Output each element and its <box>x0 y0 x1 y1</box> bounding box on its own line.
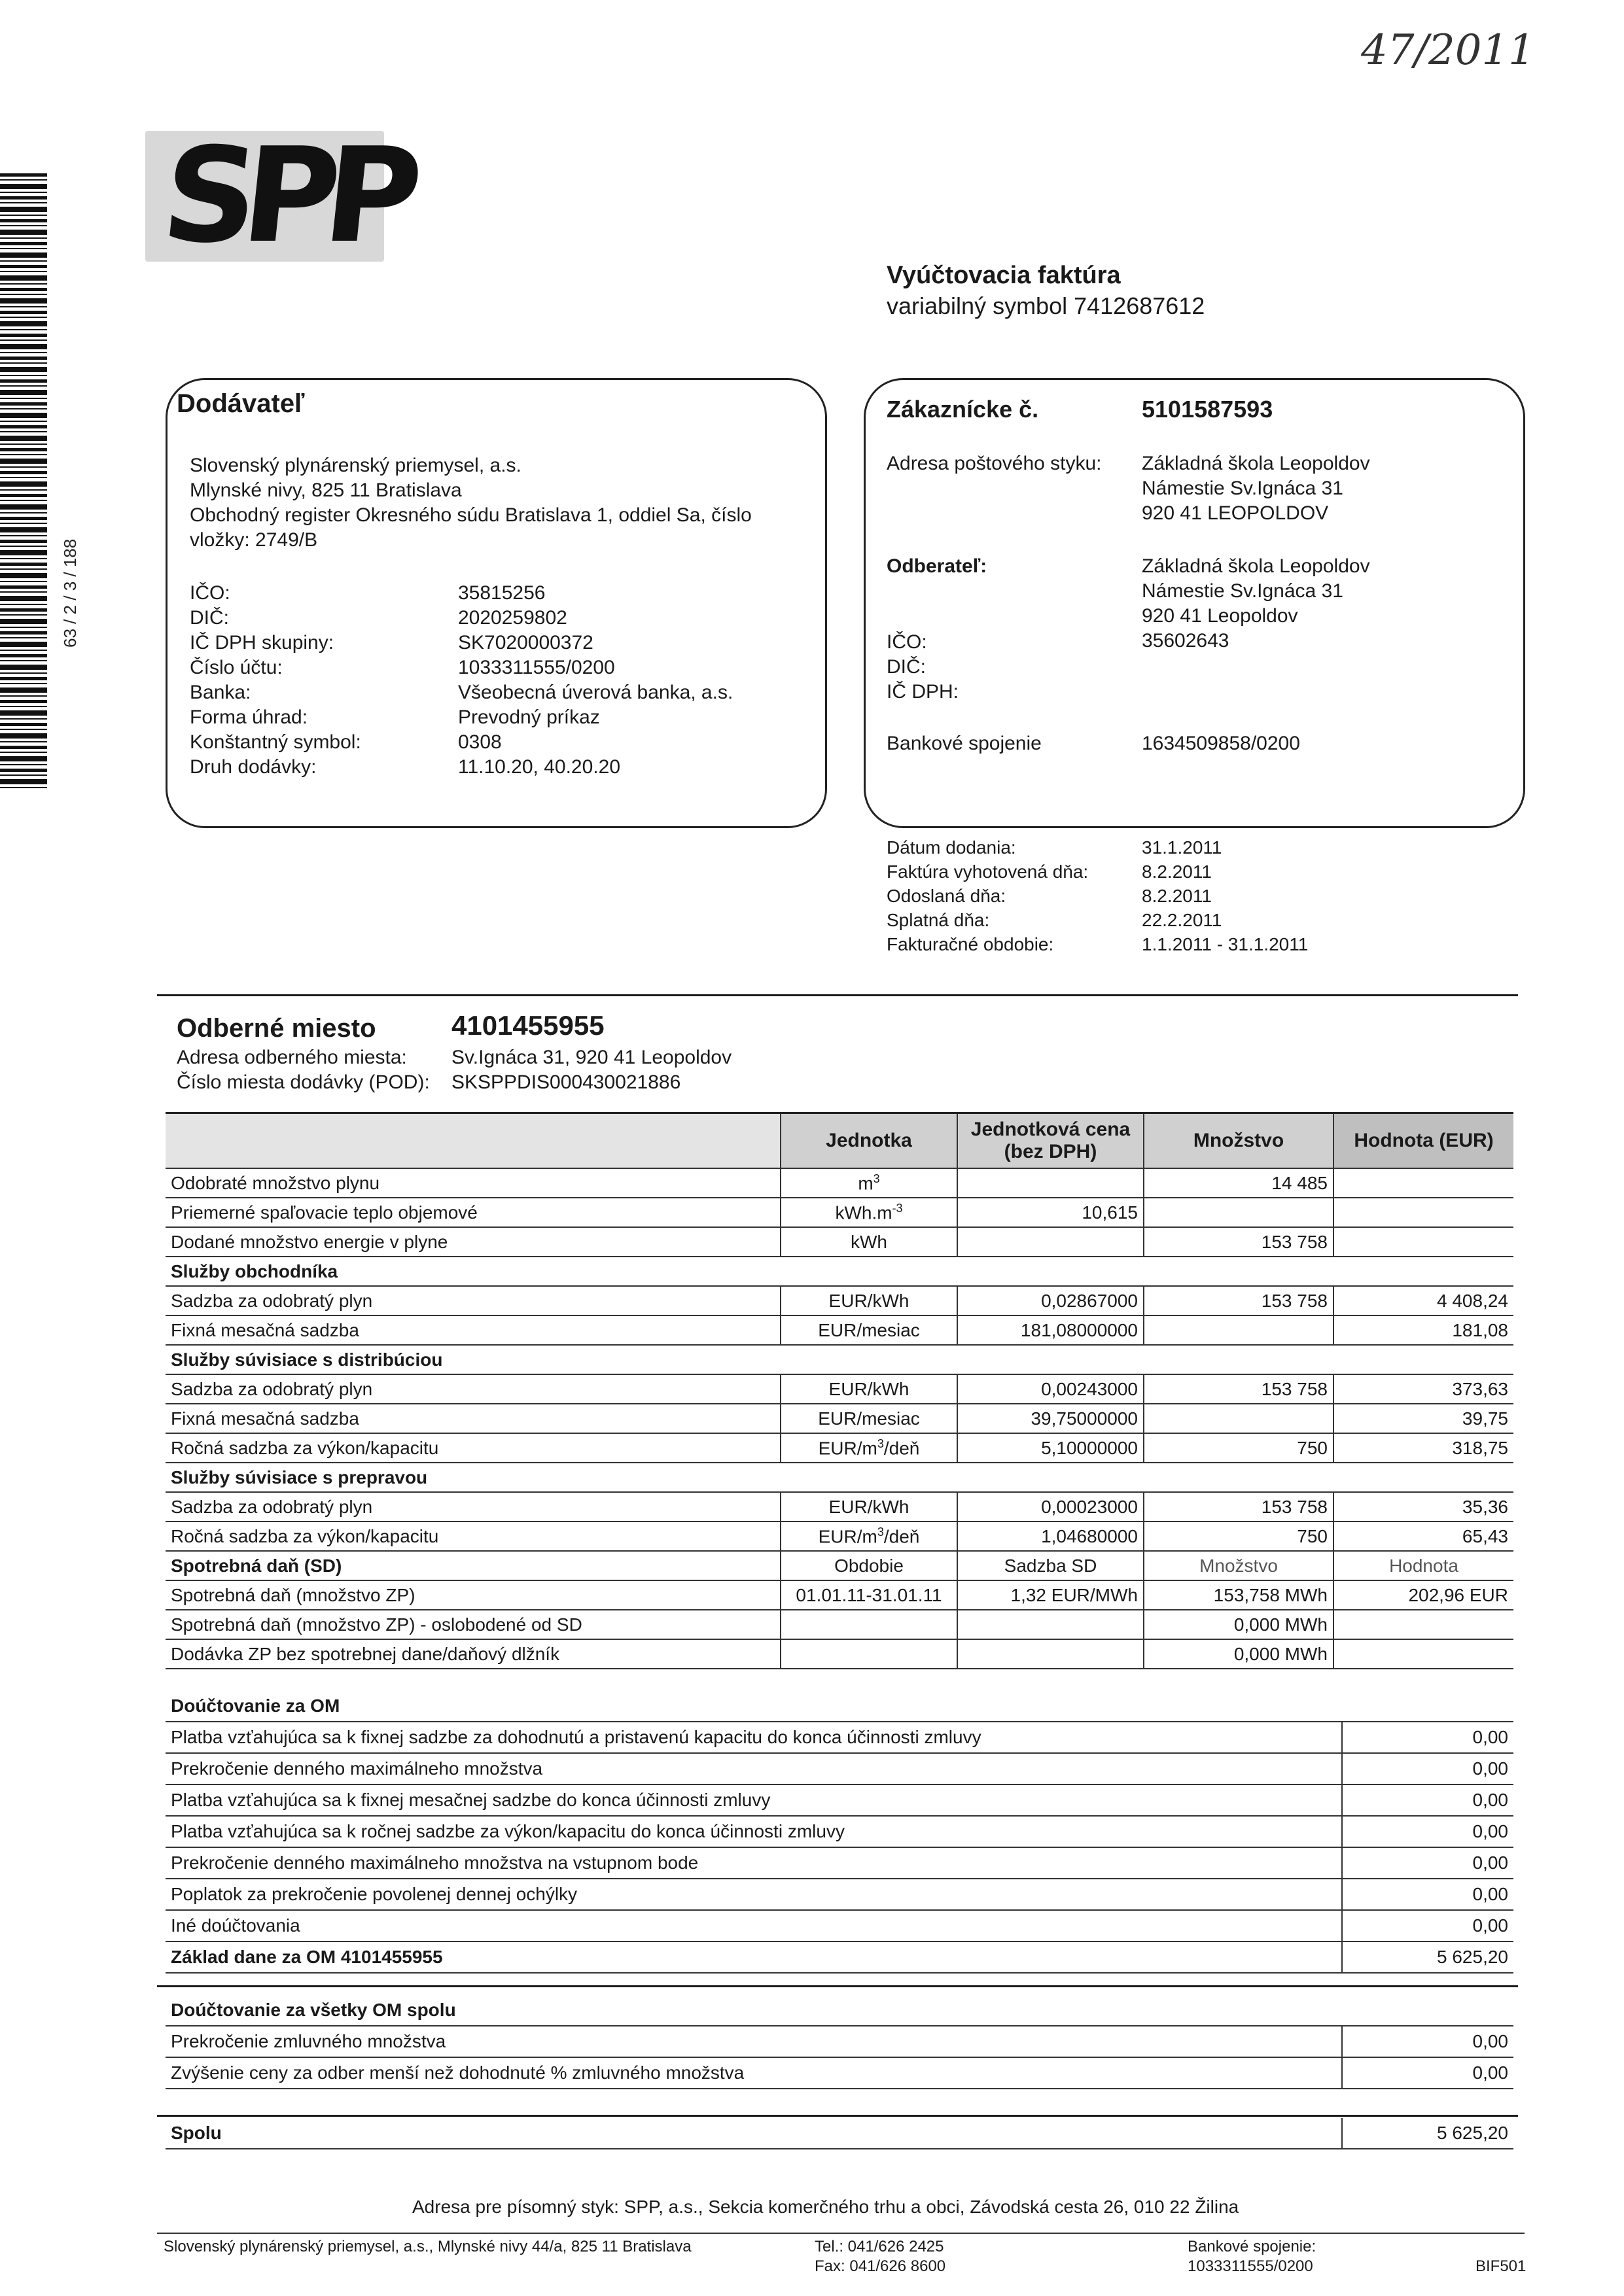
supplier-name: Slovenský plynárenský priemysel, a.s. <box>190 455 521 476</box>
row-quantity: 153 758 <box>1144 1492 1333 1522</box>
bank-value: 1634509858/0200 <box>1142 733 1300 754</box>
row-label: Zvýšenie ceny za odber menší než dohodnuté % zmluvného množstva <box>166 2057 1342 2089</box>
table-row <box>166 1227 1513 1257</box>
row-label: Prekročenie denného maximálneho množstva na vstupnom bode <box>166 1847 1342 1879</box>
row-unit-price: 5,10000000 <box>957 1433 1144 1463</box>
header-unit: Jednotka <box>781 1113 957 1169</box>
table-row <box>166 1433 1513 1463</box>
date-value: 1.1.2011 - 31.1.2011 <box>1142 934 1309 954</box>
row-label: Sadzba za odobratý plyn <box>166 1492 781 1522</box>
table-row <box>166 1753 1513 1784</box>
row-value <box>1333 1639 1513 1669</box>
row-label: Platba vzťahujúca sa k ročnej sadzbe za výkon/kapacitu do konca účinnosti zmluvy <box>166 1816 1342 1847</box>
row-unit-price: 1,32 EUR/MWh <box>957 1580 1144 1610</box>
buyer-tax-labels <box>887 630 959 704</box>
row-unit-price: 10,615 <box>957 1198 1144 1227</box>
unit-superscript: 3 <box>873 1172 880 1185</box>
row-quantity <box>1144 1315 1333 1345</box>
row-label: Platba vzťahujúca sa k fixnej mesačnej sadzbe do konca účinnosti zmluvy <box>166 1784 1342 1816</box>
field-label: IČO: <box>190 582 230 604</box>
unit-text: EUR/mesiac <box>818 1408 920 1429</box>
table-header-row <box>166 1113 1513 1169</box>
date-value: 31.1.2011 <box>1142 837 1222 858</box>
row-unit-price: 181,08000000 <box>957 1315 1144 1345</box>
supplier-address: Mlynské nivy, 825 11 Bratislava <box>190 479 462 501</box>
supplier-field <box>190 680 733 705</box>
header-unit-price-note: (bez DPH) <box>1004 1141 1097 1162</box>
table-row <box>166 1784 1513 1816</box>
footer-tel: Tel.: 041/626 2425 <box>815 2238 944 2255</box>
row-quantity: 153 758 <box>1144 1227 1333 1257</box>
table-row <box>166 1847 1513 1879</box>
field-label: DIČ: <box>190 607 229 629</box>
footer-divider <box>157 2233 1525 2234</box>
row-unit-price: 0,02867000 <box>957 1286 1144 1315</box>
invoice-title: Vyúčtovacia faktúra <box>887 262 1121 289</box>
supplier-field <box>190 730 733 755</box>
table-row <box>166 1286 1513 1315</box>
address-line: Námestie Sv.Ignáca 31 <box>1142 478 1343 499</box>
field-value: Všeobecná úverová banka, a.s. <box>458 682 733 703</box>
row-label: Odobraté množstvo plynu <box>166 1168 781 1198</box>
field-value: 0308 <box>458 731 502 753</box>
divider <box>157 994 1518 996</box>
field-label: Konštantný symbol: <box>190 731 361 753</box>
date-label: Splatná dňa: <box>887 910 990 930</box>
row-unit <box>781 1580 957 1610</box>
table-row <box>166 1374 1513 1404</box>
row-quantity: 153 758 <box>1144 1374 1333 1404</box>
row-label: Poplatok za prekročenie povolenej dennej ochýlky <box>166 1879 1342 1910</box>
unit-text: EUR/kWh <box>828 1378 909 1399</box>
unit-text: EUR/kWh <box>828 1290 909 1311</box>
tax-base-label: Základ dane za OM 4101455955 <box>166 1941 1342 1973</box>
row-unit <box>781 1286 957 1315</box>
field-value: 35815256 <box>458 582 546 604</box>
row-value: 202,96 EUR <box>1333 1580 1513 1610</box>
row-value: 4 408,24 <box>1333 1286 1513 1315</box>
row-value: 0,00 <box>1342 1784 1513 1816</box>
section-label: Služby obchodníka <box>166 1257 1513 1286</box>
row-value: 0,00 <box>1342 1722 1513 1753</box>
section-row <box>166 1463 1513 1492</box>
unit-text: 01.01.11-31.01.11 <box>796 1584 942 1605</box>
section-row <box>166 1257 1513 1286</box>
table-row <box>166 1879 1513 1910</box>
date-row <box>887 932 1308 956</box>
field-label: IČ DPH skupiny: <box>190 632 334 653</box>
om-heading: Doúčtovanie za OM <box>166 1691 1513 1722</box>
unit-text: m <box>858 1173 874 1194</box>
row-label: Ročná sadzba za výkon/kapacitu <box>166 1433 781 1463</box>
row-unit <box>781 1168 957 1198</box>
row-value <box>1333 1198 1513 1227</box>
row-unit <box>781 1522 957 1551</box>
dic-label: DIČ: <box>887 656 926 678</box>
row-value <box>1333 1610 1513 1639</box>
barcode-number: 63 / 2 / 3 / 188 <box>60 538 80 648</box>
row-label: Sadzba za odobratý plyn <box>166 1374 781 1404</box>
row-value: 0,00 <box>1342 1753 1513 1784</box>
section-label: Služby súvisiace s prepravou <box>166 1463 1513 1492</box>
place-address-value: Sv.Ignáca 31, 920 41 Leopoldov <box>451 1047 732 1068</box>
table-row <box>166 2026 1513 2057</box>
field-value: SK7020000372 <box>458 632 593 653</box>
row-label: Dodané množstvo energie v plyne <box>166 1227 781 1257</box>
divider <box>157 2115 1518 2117</box>
header-quantity: Množstvo <box>1144 1113 1333 1169</box>
total-value: 5 625,20 <box>1342 2118 1513 2149</box>
row-label: Fixná mesačná sadzba <box>166 1315 781 1345</box>
unit-tail: /deň <box>883 1438 920 1459</box>
supplier-fields <box>190 581 733 780</box>
table-row <box>166 1492 1513 1522</box>
date-row <box>887 884 1308 908</box>
row-label: Spotrebná daň (množstvo ZP) <box>166 1580 781 1610</box>
row-quantity: Množstvo <box>1144 1551 1333 1580</box>
tax-base-value: 5 625,20 <box>1342 1941 1513 1973</box>
unit-superscript: 3 <box>877 1436 884 1450</box>
row-unit-price: Sadzba SD <box>957 1551 1144 1580</box>
field-value: 2020259802 <box>458 607 567 629</box>
unit-tail: /deň <box>883 1526 920 1547</box>
pod-value: SKSPPDIS000430021886 <box>451 1071 681 1093</box>
section-row <box>166 1345 1513 1374</box>
table-row <box>166 1522 1513 1551</box>
row-quantity: 14 485 <box>1144 1168 1333 1198</box>
table-row <box>166 1910 1513 1941</box>
row-quantity: 750 <box>1144 1522 1333 1551</box>
row-value: 35,36 <box>1333 1492 1513 1522</box>
header-unit-price-line: Jednotková cena <box>970 1119 1131 1140</box>
row-value: 0,00 <box>1342 1879 1513 1910</box>
row-value: 0,00 <box>1342 1847 1513 1879</box>
supplier-field <box>190 655 733 680</box>
footer-correspondence: Adresa pre písomný styk: SPP, a.s., Sekcia komerčného trhu a obci, Závodská cesta 26, 010 22 Žilina <box>412 2197 1239 2217</box>
supplier-field <box>190 606 733 631</box>
date-label: Fakturačné obdobie: <box>887 934 1054 954</box>
row-unit-price <box>957 1227 1144 1257</box>
place-address-label: Adresa odberného miesta: <box>177 1047 407 1068</box>
row-unit-price: 1,04680000 <box>957 1522 1144 1551</box>
table-row <box>166 1580 1513 1610</box>
variable-symbol: variabilný symbol 7412687612 <box>887 292 1205 319</box>
total-row <box>166 2118 1513 2149</box>
row-unit <box>781 1374 957 1404</box>
unit-text: kWh.m <box>835 1202 892 1223</box>
table-row <box>166 1315 1513 1345</box>
place-heading: Odberné miesto <box>177 1014 376 1043</box>
supplier-field <box>190 705 733 730</box>
unit-superscript: -3 <box>892 1201 903 1215</box>
table-row <box>166 1404 1513 1433</box>
footer-fax: Fax: 041/626 8600 <box>815 2257 946 2275</box>
date-row <box>887 860 1308 884</box>
row-value: Hodnota <box>1333 1551 1513 1580</box>
section-label: Služby súvisiace s distribúciou <box>166 1345 1513 1374</box>
row-value: 373,63 <box>1333 1374 1513 1404</box>
row-quantity <box>1144 1404 1333 1433</box>
dates-block <box>887 835 1308 956</box>
row-label: Spotrebná daň (množstvo ZP) - oslobodené od SD <box>166 1610 781 1639</box>
row-value: 0,00 <box>1342 1816 1513 1847</box>
supplier-field <box>190 631 733 655</box>
address-line: Základná škola Leopoldov <box>1142 555 1370 577</box>
unit-text: EUR/kWh <box>828 1496 909 1517</box>
postal-label: Adresa poštového styku: <box>887 453 1102 474</box>
table-row <box>166 1722 1513 1753</box>
row-unit-price: 39,75000000 <box>957 1404 1144 1433</box>
icdph-label: IČ DPH: <box>887 681 959 703</box>
row-quantity <box>1144 1198 1333 1227</box>
field-label: Forma úhrad: <box>190 706 308 728</box>
date-label: Faktúra vyhotovená dňa: <box>887 861 1089 882</box>
row-label: Ročná sadzba za výkon/kapacitu <box>166 1522 781 1551</box>
row-unit <box>781 1433 957 1463</box>
row-value <box>1333 1227 1513 1257</box>
date-value: 8.2.2011 <box>1142 861 1212 882</box>
row-value: 0,00 <box>1342 2057 1513 2089</box>
header-value: Hodnota (EUR) <box>1333 1113 1513 1169</box>
row-value: 0,00 <box>1342 1910 1513 1941</box>
table-row <box>166 2057 1513 2089</box>
field-label: Banka: <box>190 682 251 703</box>
table-row <box>166 1551 1513 1580</box>
date-label: Odoslaná dňa: <box>887 886 1006 906</box>
row-quantity: 0,000 MWh <box>1144 1639 1333 1669</box>
footer-bank-label: Bankové spojenie: <box>1188 2238 1316 2255</box>
field-label: Číslo účtu: <box>190 657 283 678</box>
unit-text: EUR/mesiac <box>818 1319 920 1340</box>
row-quantity: 153 758 <box>1144 1286 1333 1315</box>
unit-text: kWh <box>851 1231 887 1252</box>
row-label: Fixná mesačná sadzba <box>166 1404 781 1433</box>
row-quantity: 153,758 MWh <box>1144 1580 1333 1610</box>
date-value: 8.2.2011 <box>1142 886 1212 906</box>
header-unit-price <box>957 1113 1144 1169</box>
om-accounting-table <box>166 1691 1513 1974</box>
row-value: 39,75 <box>1333 1404 1513 1433</box>
field-label: Druh dodávky: <box>190 756 317 778</box>
date-row <box>887 835 1308 860</box>
row-unit <box>781 1315 957 1345</box>
spp-logo: SPP <box>155 120 415 272</box>
row-value: 318,75 <box>1333 1433 1513 1463</box>
divider <box>157 1985 1518 1987</box>
row-value <box>1333 1168 1513 1198</box>
table-row <box>166 1168 1513 1198</box>
supplier-heading: Dodávateľ <box>177 389 305 418</box>
header-empty <box>166 1113 781 1169</box>
row-label: Dodávka ZP bez spotrebnej dane/daňový dlžník <box>166 1639 781 1669</box>
row-label: Prekročenie denného maximálneho množstva <box>166 1753 1342 1784</box>
row-value: 181,08 <box>1333 1315 1513 1345</box>
date-label: Dátum dodania: <box>887 837 1016 858</box>
date-row <box>887 908 1308 932</box>
row-unit <box>781 1610 957 1639</box>
row-unit <box>781 1551 957 1580</box>
unit-superscript: 3 <box>877 1525 884 1539</box>
row-label: Prekročenie zmluvného množstva <box>166 2026 1342 2057</box>
field-value: 11.10.20, 40.20.20 <box>458 756 620 778</box>
field-value: 1033311555/0200 <box>458 657 615 678</box>
buyer-address <box>1142 554 1370 653</box>
row-unit-price: 0,00023000 <box>957 1492 1144 1522</box>
address-line: 920 41 LEOPOLDOV <box>1142 502 1329 524</box>
address-line: Námestie Sv.Ignáca 31 <box>1142 580 1343 602</box>
row-label: Iné doúčtovania <box>166 1910 1342 1941</box>
row-unit-price <box>957 1168 1144 1198</box>
row-quantity: 0,000 MWh <box>1144 1610 1333 1639</box>
buyer-label: Odberateľ: <box>887 555 987 577</box>
date-value: 22.2.2011 <box>1142 910 1222 930</box>
footer-code: BIF501 <box>1475 2257 1527 2275</box>
supplier-info <box>190 453 818 553</box>
bank-label: Bankové spojenie <box>887 733 1042 754</box>
footer-bank-value: 1033311555/0200 <box>1188 2257 1313 2275</box>
unit-text: Obdobie <box>834 1555 904 1576</box>
row-label: Sadzba za odobratý plyn <box>166 1286 781 1315</box>
supplier-registry-2: vložky: 2749/B <box>190 529 318 551</box>
supplier-field <box>190 581 733 606</box>
buyer-ico: 35602643 <box>1142 630 1229 652</box>
address-line: Základná škola Leopoldov <box>1142 453 1370 474</box>
row-unit-price <box>957 1610 1144 1639</box>
table-row <box>166 1610 1513 1639</box>
table-row <box>166 1198 1513 1227</box>
postal-address <box>1142 451 1370 526</box>
customer-number: 5101587593 <box>1142 396 1273 423</box>
row-quantity: 750 <box>1144 1433 1333 1463</box>
handwritten-note: 47/2011 <box>1361 26 1535 75</box>
pod-label: Číslo miesta dodávky (POD): <box>177 1071 430 1093</box>
row-label: Spotrebná daň (SD) <box>166 1551 781 1580</box>
supplier-registry: Obchodný register Okresného súdu Bratislava 1, oddiel Sa, číslo <box>190 504 752 526</box>
section-row <box>166 1995 1513 2026</box>
row-value: 0,00 <box>1342 2026 1513 2057</box>
row-unit-price <box>957 1639 1144 1669</box>
address-line: 920 41 Leopoldov <box>1142 605 1298 627</box>
field-value: Prevodný príkaz <box>458 706 600 728</box>
barcode-icon <box>0 173 47 788</box>
row-value: 65,43 <box>1333 1522 1513 1551</box>
unit-text: EUR/m <box>818 1526 877 1547</box>
row-unit <box>781 1404 957 1433</box>
customer-heading: Zákaznícke č. <box>887 396 1039 423</box>
row-unit <box>781 1198 957 1227</box>
section-row <box>166 1691 1513 1722</box>
supplier-field <box>190 755 733 780</box>
row-unit <box>781 1492 957 1522</box>
table-row <box>166 1816 1513 1847</box>
all-om-heading: Doúčtovanie za všetky OM spolu <box>166 1995 1513 2026</box>
total-label: Spolu <box>166 2118 1342 2149</box>
total-table <box>166 2118 1513 2149</box>
row-unit <box>781 1639 957 1669</box>
row-label: Priemerné spaľovacie teplo objemové <box>166 1198 781 1227</box>
row-label: Platba vzťahujúca sa k fixnej sadzbe za dohodnutú a pristavenú kapacitu do konca účinnosti zmluvy <box>166 1722 1342 1753</box>
tax-base-row <box>166 1941 1513 1973</box>
footer-company: Slovenský plynárenský priemysel, a.s., Mlynské nivy 44/a, 825 11 Bratislava <box>164 2238 692 2255</box>
items-table <box>166 1112 1513 1669</box>
unit-text: EUR/m <box>818 1438 877 1459</box>
place-number: 4101455955 <box>451 1010 605 1041</box>
row-unit <box>781 1227 957 1257</box>
table-row <box>166 1639 1513 1669</box>
ico-label: IČO: <box>887 631 927 653</box>
row-unit-price: 0,00243000 <box>957 1374 1144 1404</box>
all-om-table <box>166 1995 1513 2089</box>
